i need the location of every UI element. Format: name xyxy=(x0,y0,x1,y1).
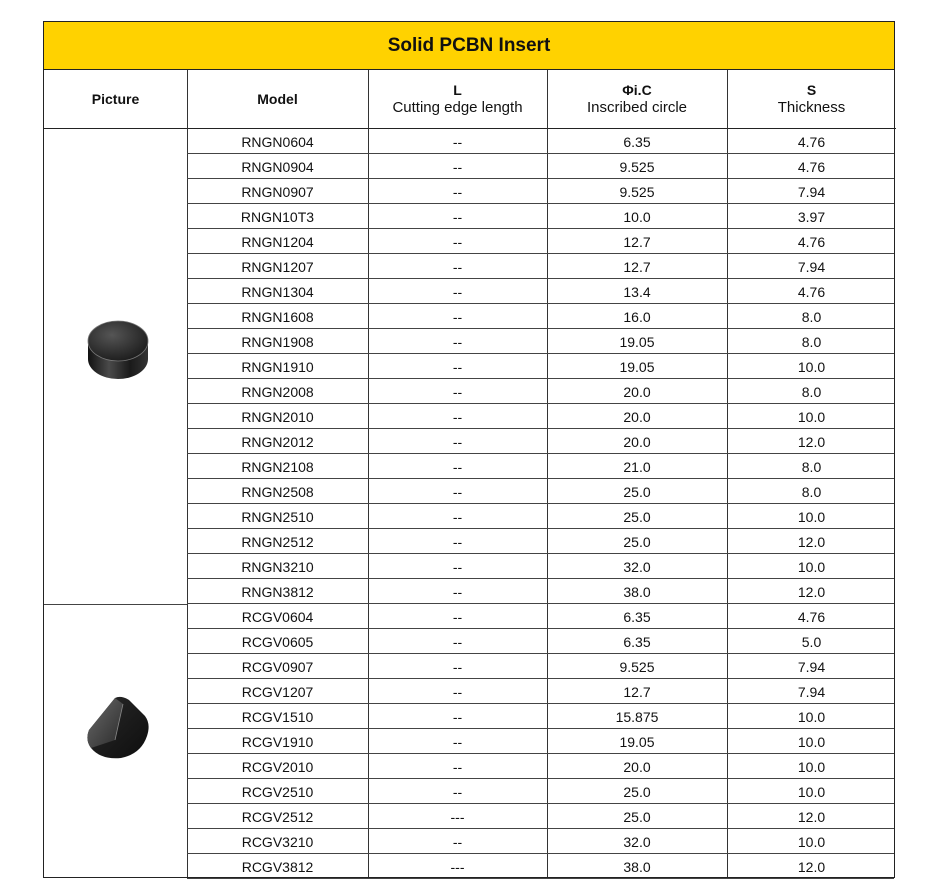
cell-cutting-edge: -- xyxy=(452,834,463,850)
cell-thickness: 12.0 xyxy=(797,859,826,875)
cell-cutting-edge: -- xyxy=(452,359,463,375)
cell-inscribed-circle: 16.0 xyxy=(623,309,651,325)
cell-thickness: 10.0 xyxy=(797,409,826,425)
cell-thickness: 10.0 xyxy=(797,509,826,525)
cell-model: RCGV1910 xyxy=(241,734,314,750)
table-row xyxy=(187,729,894,754)
cell-cutting-edge: -- xyxy=(452,659,463,675)
cell-inscribed-circle: 13.4 xyxy=(623,284,651,300)
table-row xyxy=(187,754,894,779)
table-row xyxy=(187,304,894,329)
cell-cutting-edge: -- xyxy=(452,509,463,525)
cell-cutting-edge: -- xyxy=(452,284,463,300)
cell-thickness: 8.0 xyxy=(801,309,822,325)
cell-inscribed-circle: 20.0 xyxy=(623,759,651,775)
cell-thickness: 8.0 xyxy=(801,459,822,475)
cell-model: RNGN1908 xyxy=(241,334,314,350)
table-row xyxy=(187,654,894,679)
table-row xyxy=(187,229,894,254)
header-picture xyxy=(44,70,187,129)
cell-cutting-edge: -- xyxy=(452,709,463,725)
cell-thickness: 12.0 xyxy=(797,809,826,825)
cell-inscribed-circle: 38.0 xyxy=(623,859,651,875)
table-row xyxy=(187,154,894,179)
header-inscribed-circle xyxy=(547,70,727,129)
table-row xyxy=(187,629,894,654)
table-row xyxy=(187,354,894,379)
cell-model: RNGN1207 xyxy=(241,259,314,275)
cell-cutting-edge: -- xyxy=(452,434,463,450)
table-row xyxy=(187,454,894,479)
cell-inscribed-circle: 6.35 xyxy=(623,134,651,150)
cell-model: RCGV3812 xyxy=(241,859,314,875)
header-thickness xyxy=(727,70,896,129)
header-model-label: Model xyxy=(257,90,298,107)
table-row xyxy=(187,579,894,604)
group-divider xyxy=(44,604,187,605)
cell-cutting-edge: -- xyxy=(452,559,463,575)
cell-thickness: 12.0 xyxy=(797,584,826,600)
cell-cutting-edge: -- xyxy=(452,209,463,225)
cell-inscribed-circle: 25.0 xyxy=(623,784,651,800)
table-row xyxy=(187,829,894,854)
cell-model: RNGN2010 xyxy=(241,409,314,425)
cell-cutting-edge: -- xyxy=(452,184,463,200)
cell-cutting-edge: -- xyxy=(452,684,463,700)
cell-inscribed-circle: 32.0 xyxy=(623,559,651,575)
cell-inscribed-circle: 15.875 xyxy=(615,709,659,725)
cell-thickness: 10.0 xyxy=(797,784,826,800)
cell-thickness: 10.0 xyxy=(797,734,826,750)
cell-model: RNGN2012 xyxy=(241,434,314,450)
cell-inscribed-circle: 20.0 xyxy=(623,434,651,450)
rounded-triangular-pcbn-insert-image xyxy=(85,694,151,762)
product-table xyxy=(43,21,895,878)
table-row xyxy=(187,804,894,829)
cell-model: RNGN1608 xyxy=(241,309,314,325)
cell-model: RNGN2510 xyxy=(241,509,314,525)
cell-model: RNGN0907 xyxy=(241,184,314,200)
cell-inscribed-circle: 20.0 xyxy=(623,409,651,425)
table-row xyxy=(187,379,894,404)
header-l-desc: Cutting edge length xyxy=(392,99,523,116)
cell-cutting-edge: -- xyxy=(452,384,463,400)
cell-cutting-edge: -- xyxy=(452,309,463,325)
cell-inscribed-circle: 10.0 xyxy=(623,209,651,225)
cell-inscribed-circle: 20.0 xyxy=(623,384,651,400)
cell-model: RNGN10T3 xyxy=(240,209,315,225)
cell-inscribed-circle: 25.0 xyxy=(623,809,651,825)
header-model xyxy=(187,70,368,129)
cell-thickness: 8.0 xyxy=(801,484,822,500)
cell-thickness: 7.94 xyxy=(797,259,826,275)
cell-inscribed-circle: 19.05 xyxy=(619,359,655,375)
table-row xyxy=(187,479,894,504)
table-row xyxy=(187,504,894,529)
cell-model: RCGV0604 xyxy=(241,609,314,625)
table-row xyxy=(187,404,894,429)
cell-cutting-edge: -- xyxy=(452,609,463,625)
cell-thickness: 12.0 xyxy=(797,434,826,450)
cell-model: RCGV2510 xyxy=(241,784,314,800)
header-picture-label: Picture xyxy=(91,90,140,107)
cell-cutting-edge: -- xyxy=(452,484,463,500)
cell-model: RNGN0904 xyxy=(241,159,314,175)
table-row xyxy=(187,279,894,304)
table-row xyxy=(187,604,894,629)
cell-inscribed-circle: 32.0 xyxy=(623,834,651,850)
table-row xyxy=(187,429,894,454)
table-row xyxy=(187,679,894,704)
cell-model: RCGV0907 xyxy=(241,659,314,675)
table-row xyxy=(187,529,894,554)
table-row xyxy=(187,704,894,729)
cell-inscribed-circle: 12.7 xyxy=(623,684,651,700)
cell-model: RNGN3812 xyxy=(241,584,314,600)
cell-thickness: 4.76 xyxy=(797,134,826,150)
cell-cutting-edge: --- xyxy=(450,809,465,825)
cell-inscribed-circle: 12.7 xyxy=(623,234,651,250)
cell-inscribed-circle: 6.35 xyxy=(623,609,651,625)
cell-inscribed-circle: 21.0 xyxy=(623,459,651,475)
cell-thickness: 4.76 xyxy=(797,284,826,300)
cell-model: RNGN2512 xyxy=(241,534,314,550)
cell-thickness: 7.94 xyxy=(797,184,826,200)
cell-inscribed-circle: 38.0 xyxy=(623,584,651,600)
cell-model: RCGV1510 xyxy=(241,709,314,725)
cell-cutting-edge: -- xyxy=(452,459,463,475)
cell-model: RNGN2108 xyxy=(241,459,314,475)
table-title: Solid PCBN Insert xyxy=(44,22,894,70)
cell-cutting-edge: -- xyxy=(452,259,463,275)
table-row xyxy=(187,329,894,354)
cell-model: RNGN3210 xyxy=(241,559,314,575)
cell-model: RCGV3210 xyxy=(241,834,314,850)
cell-inscribed-circle: 9.525 xyxy=(619,659,655,675)
cell-thickness: 10.0 xyxy=(797,709,826,725)
table-row xyxy=(187,854,894,879)
cell-thickness: 7.94 xyxy=(797,659,826,675)
header-s-desc: Thickness xyxy=(777,99,846,116)
cell-thickness: 7.94 xyxy=(797,684,826,700)
cell-thickness: 4.76 xyxy=(797,234,826,250)
cell-model: RCGV1207 xyxy=(241,684,314,700)
header-ic-code: Φi.C xyxy=(622,82,652,98)
cell-inscribed-circle: 25.0 xyxy=(623,509,651,525)
table-row xyxy=(187,179,894,204)
cell-thickness: 10.0 xyxy=(797,359,826,375)
cell-inscribed-circle: 19.05 xyxy=(619,734,655,750)
table-row xyxy=(187,779,894,804)
cell-cutting-edge: -- xyxy=(452,534,463,550)
cell-thickness: 8.0 xyxy=(801,384,822,400)
cell-thickness: 12.0 xyxy=(797,534,826,550)
cell-cutting-edge: -- xyxy=(452,134,463,150)
cell-model: RCGV2010 xyxy=(241,759,314,775)
cell-inscribed-circle: 12.7 xyxy=(623,259,651,275)
cell-inscribed-circle: 9.525 xyxy=(619,184,655,200)
cell-cutting-edge: -- xyxy=(452,409,463,425)
cell-cutting-edge: -- xyxy=(452,159,463,175)
cell-cutting-edge: -- xyxy=(452,584,463,600)
table-row xyxy=(187,204,894,229)
round-pcbn-insert-image xyxy=(86,315,150,385)
cell-thickness: 8.0 xyxy=(801,334,822,350)
cell-inscribed-circle: 9.525 xyxy=(619,159,655,175)
cell-cutting-edge: -- xyxy=(452,334,463,350)
cell-cutting-edge: -- xyxy=(452,759,463,775)
cell-inscribed-circle: 6.35 xyxy=(623,634,651,650)
cell-inscribed-circle: 25.0 xyxy=(623,534,651,550)
cell-thickness: 3.97 xyxy=(797,209,826,225)
header-s-code: S xyxy=(806,82,817,98)
table-row xyxy=(187,129,894,154)
header-cutting-edge xyxy=(368,70,547,129)
cell-model: RCGV0605 xyxy=(241,634,314,650)
cell-model: RNGN2008 xyxy=(241,384,314,400)
cell-thickness: 10.0 xyxy=(797,759,826,775)
cell-model: RNGN2508 xyxy=(241,484,314,500)
cell-model: RCGV2512 xyxy=(241,809,314,825)
cell-inscribed-circle: 19.05 xyxy=(619,334,655,350)
cell-model: RNGN1304 xyxy=(241,284,314,300)
cell-model: RNGN0604 xyxy=(241,134,314,150)
header-l-code: L xyxy=(453,82,462,98)
table-row xyxy=(187,254,894,279)
header-ic-desc: Inscribed circle xyxy=(586,99,688,116)
cell-cutting-edge: -- xyxy=(452,734,463,750)
cell-thickness: 10.0 xyxy=(797,559,826,575)
cell-cutting-edge: -- xyxy=(452,634,463,650)
cell-thickness: 5.0 xyxy=(801,634,822,650)
table-row xyxy=(187,554,894,579)
cell-cutting-edge: -- xyxy=(452,784,463,800)
cell-cutting-edge: -- xyxy=(452,234,463,250)
cell-inscribed-circle: 25.0 xyxy=(623,484,651,500)
cell-thickness: 4.76 xyxy=(797,159,826,175)
cell-thickness: 10.0 xyxy=(797,834,826,850)
cell-model: RNGN1204 xyxy=(241,234,314,250)
cell-model: RNGN1910 xyxy=(241,359,314,375)
cell-thickness: 4.76 xyxy=(797,609,826,625)
cell-cutting-edge: --- xyxy=(450,859,465,875)
